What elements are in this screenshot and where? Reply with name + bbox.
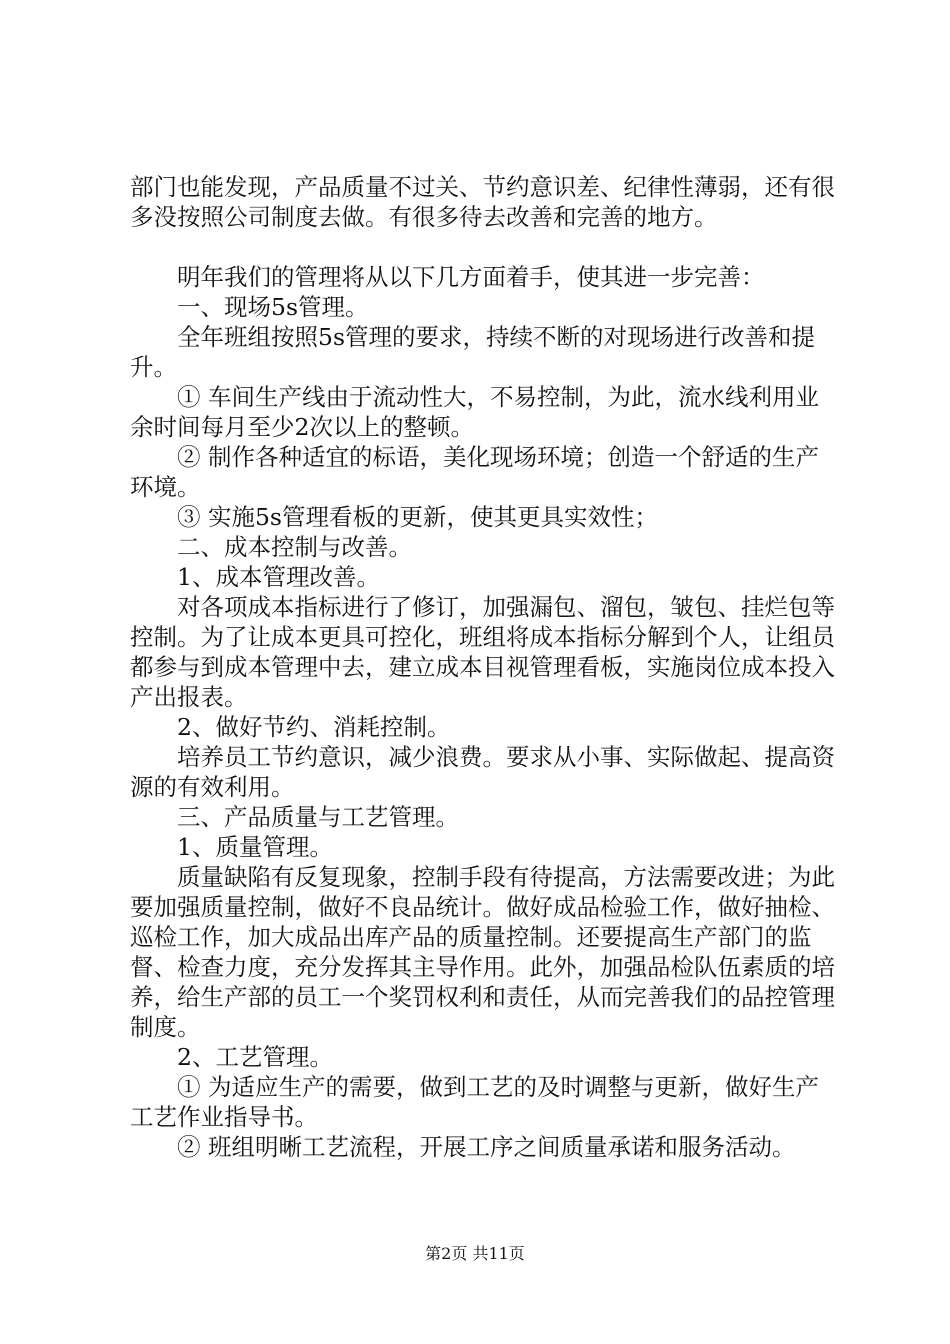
body-text bbox=[130, 172, 840, 1162]
list-item: ② 班组明晰工艺流程，开展工序之间质量承诺和服务活动。 bbox=[177, 1133, 796, 1161]
section-heading: 二、成本控制与改善。 bbox=[177, 533, 412, 561]
subsection-heading: 2、工艺管理。 bbox=[177, 1043, 333, 1071]
paragraph: 质量缺陷有反复现象，控制手段有待提高，方法需要改进；为此要加强质量控制，做好不良品统计。做好成品检验工作，做好抽检、巡检工作，加大成品出库产品的质量控制。还要提高生产部门的监督、检查力度，充分发挥其主导作用。此外，加强品检队伍素质的培养，给生产部的员工一个奖罚权利和责任，从而完善我们的品控管理制度。 bbox=[130, 863, 835, 1041]
section-heading: 三、产品质量与工艺管理。 bbox=[177, 803, 459, 831]
paragraph: 全年班组按照5s管理的要求，持续不断的对现场进行改善和提升。 bbox=[130, 323, 816, 381]
subsection-heading: 1、质量管理。 bbox=[177, 833, 333, 861]
paragraph: 培养员工节约意识，减少浪费。要求从小事、实际做起、提高资源的有效利用。 bbox=[130, 743, 835, 801]
paragraph-gap bbox=[130, 232, 840, 262]
paragraph: 对各项成本指标进行了修订，加强漏包、溜包，皱包、挂烂包等控制。为了让成本更具可控化，班组将成本指标分解到个人，让组员都参与到成本管理中去，建立成本目视管理看板，实施岗位成本投入产出报表。 bbox=[130, 593, 835, 711]
section-heading: 一、现场5s管理。 bbox=[177, 293, 369, 321]
page-number-footer: 第2页 共11页 bbox=[425, 1244, 525, 1263]
list-item: ① 为适应生产的需要，做到工艺的及时调整与更新，做好生产工艺作业指导书。 bbox=[130, 1073, 819, 1131]
list-item: ② 制作各种适宜的标语，美化现场环境；创造一个舒适的生产环境。 bbox=[130, 443, 819, 501]
subsection-heading: 1、成本管理改善。 bbox=[177, 563, 380, 591]
list-item: ③ 实施5s管理看板的更新，使其更具实效性； bbox=[177, 503, 658, 531]
subsection-heading: 2、做好节约、消耗控制。 bbox=[177, 713, 451, 741]
list-item: ① 车间生产线由于流动性大，不易控制，为此，流水线利用业余时间每月至少2次以上的整顿。 bbox=[130, 383, 819, 441]
paragraph-continued: 部门也能发现，产品质量不过关、节约意识差、纪律性薄弱，还有很多没按照公司制度去做。有很多待去改善和完善的地方。 bbox=[130, 173, 835, 231]
paragraph: 明年我们的管理将从以下几方面着手，使其进一步完善： bbox=[177, 263, 765, 291]
